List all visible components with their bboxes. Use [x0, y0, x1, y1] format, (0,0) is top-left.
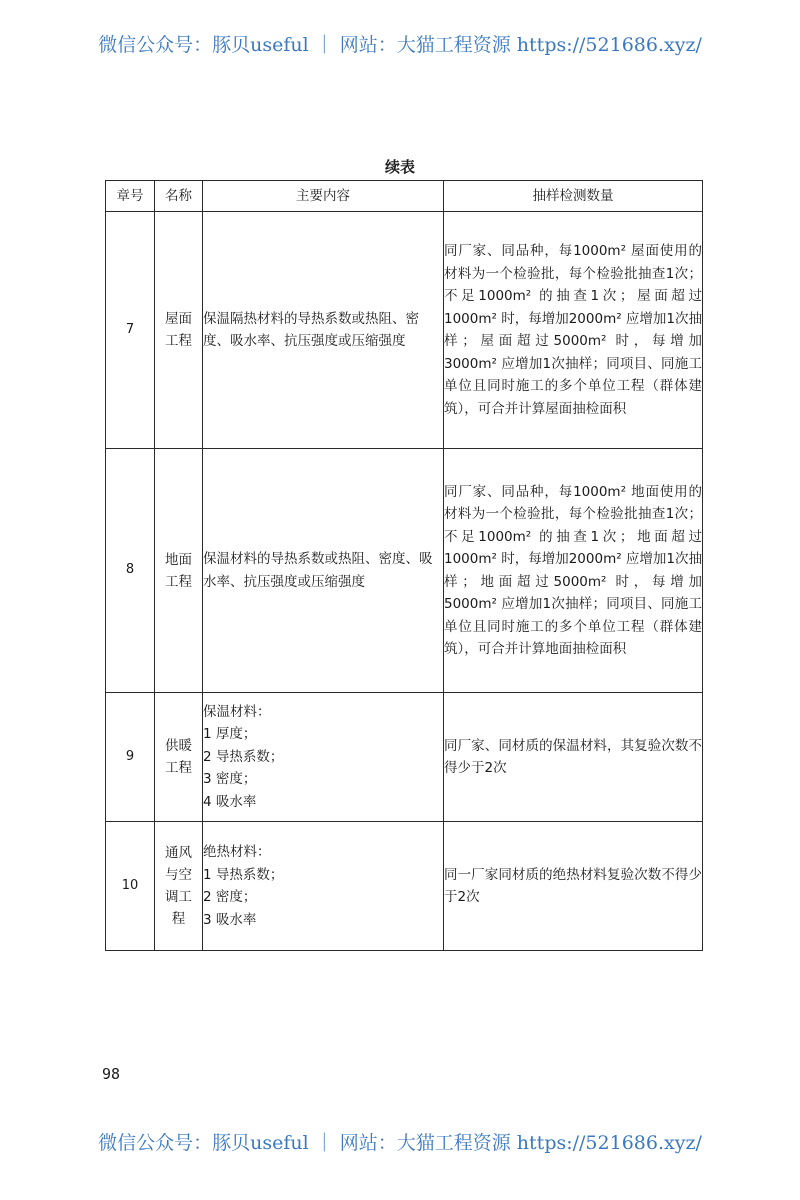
row-content-text: 保温隔热材料的导热系数或热阻、密度、吸水率、抗压强度或压缩强度: [203, 310, 419, 349]
row-sampling-text: 同厂家、同品种，每1000m² 地面使用的材料为一个检验批，每个检验批抽查1次；不足1000m² 的抽查1次；地面超过1000m² 时，每增加2000m² 应增加1次抽样；地面超过5000m² 时，每增加5000m² 应增加1次抽样；同项目、同施工单位且同时施工的多个单位工程（群体建筑），可合并计算地面抽检面积: [444, 483, 703, 657]
inspection-table: [105, 180, 703, 951]
watermark-bottom: 微信公众号：豚贝useful ｜ 网站：大猫工程资源 https://521686.xyz/: [98, 1132, 702, 1154]
row-sampling: [444, 693, 703, 822]
row-content-text: 保温材料： 1 厚度； 2 导热系数； 3 密度； 4 吸水率: [203, 703, 284, 810]
watermark-top: 微信公众号：豚贝useful ｜ 网站：大猫工程资源 https://521686.xyz/: [98, 34, 702, 56]
row-name: [155, 212, 203, 449]
row-sampling: [444, 212, 703, 449]
row-name-text: 通风 与空 调工 程: [165, 845, 192, 927]
header-name: 名称: [155, 181, 203, 212]
row-content-text: 绝热材料： 1 导热系数； 2 密度； 3 吸水率: [203, 844, 284, 928]
table-row: [106, 212, 703, 449]
row-chapter: 10: [106, 822, 155, 951]
row-sampling: [444, 449, 703, 693]
row-sampling-text: 同一厂家同材质的绝热材料复验次数不得少于2次: [444, 866, 702, 905]
row-chapter: 7: [106, 212, 155, 449]
header-chapter: 章号: [106, 181, 155, 212]
row-content-text: 保温材料的导热系数或热阻、密度、吸水率、抗压强度或压缩强度: [203, 551, 433, 590]
row-name-text: 供暖 工程: [165, 738, 192, 776]
table-row: [106, 693, 703, 822]
row-name: [155, 449, 203, 693]
row-content: [203, 212, 444, 449]
row-name-text: 地面 工程: [165, 551, 192, 590]
row-name: [155, 693, 203, 822]
row-content: [203, 693, 444, 822]
row-content: [203, 822, 444, 951]
row-name: [155, 822, 203, 951]
header-content: 主要内容: [203, 181, 444, 212]
row-sampling: [444, 822, 703, 951]
header-sampling: 抽样检测数量: [444, 181, 703, 212]
table-row: [106, 822, 703, 951]
row-name-text: 屋面 工程: [165, 311, 192, 349]
row-content: [203, 449, 444, 693]
table-header-row: [106, 181, 703, 212]
page-number: 98: [102, 1065, 121, 1083]
row-sampling-text: 同厂家、同材质的保温材料，其复验次数不得少于2次: [444, 737, 702, 776]
row-chapter: 8: [106, 449, 155, 693]
table-row: [106, 449, 703, 693]
row-sampling-text: 同厂家、同品种，每1000m² 屋面使用的材料为一个检验批，每个检验批抽查1次；不足1000m² 的抽查1次；屋面超过1000m² 时，每增加2000m² 应增加1次抽样；屋面超过5000m² 时，每增加3000m² 应增加1次抽样；同项目、同施工单位且同时施工的多个单位工程（群体建筑），可合并计算屋面抽检面积: [444, 243, 703, 417]
row-chapter: 9: [106, 693, 155, 822]
table-caption: 续表: [384, 158, 415, 176]
